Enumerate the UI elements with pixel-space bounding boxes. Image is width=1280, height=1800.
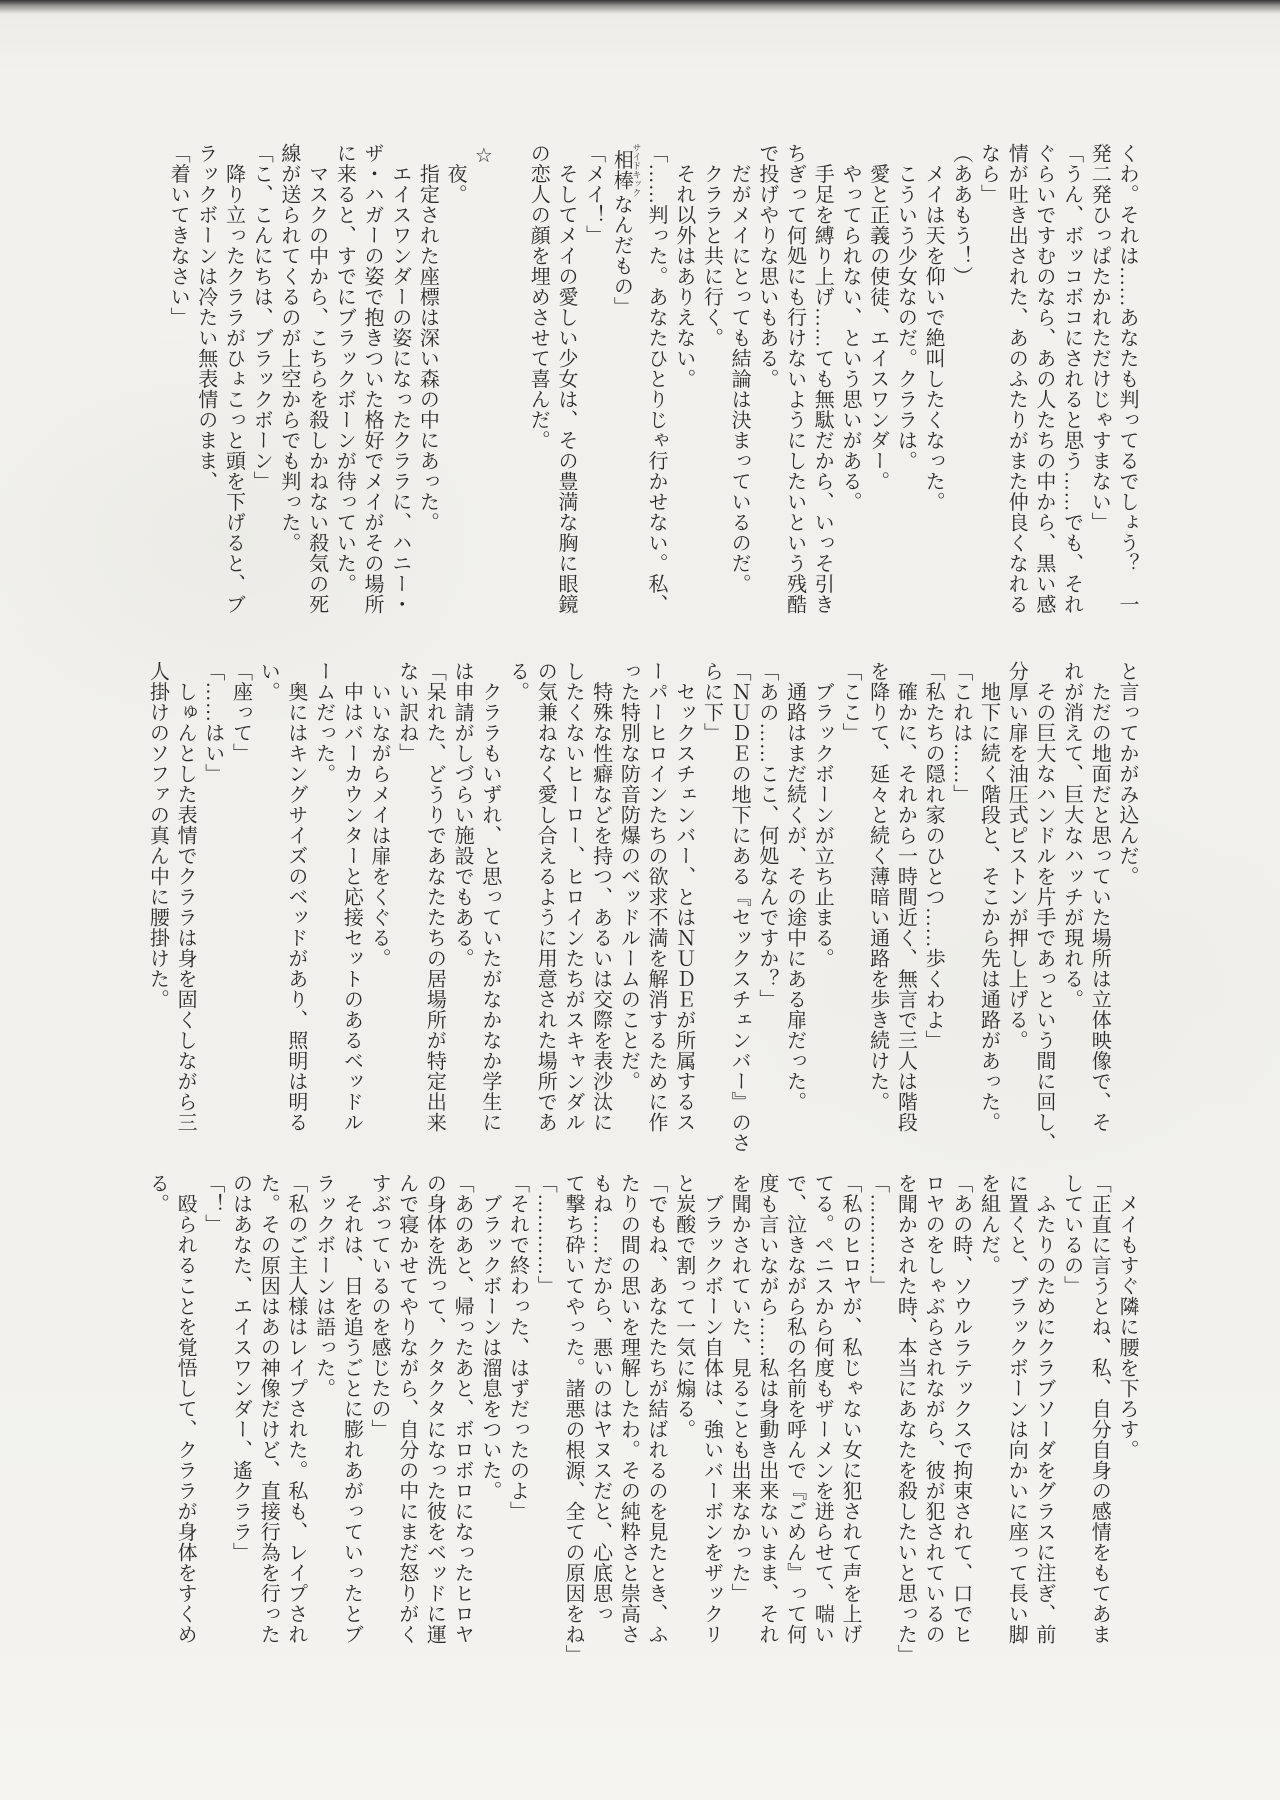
text-column: 夜。 [444, 143, 467, 205]
text-column: 愛と正義の使徒、エイスワンダー。 [866, 143, 889, 492]
text-column: こういう少女なのだ。クララは。 [894, 143, 917, 471]
text-column: （ああもう！） [949, 143, 972, 287]
text-column: クララもいずれ、と思っていたがなかなか学生に [478, 661, 501, 1133]
text-column: で、泣きながら私の名前を呼んで『ごめん』って何 [783, 1173, 806, 1645]
text-column: 発二発ひっぱたかれただけじゃすまない」 [1088, 143, 1111, 533]
text-column: ない訳ね」 [395, 661, 418, 764]
text-column: すぶっているのを感じたの」 [368, 1173, 391, 1440]
text-column: 「ＮＵＤＥの地下にある『セックスチェンバー』のさ [728, 661, 751, 1153]
text-column: 手足を縛り上げ……ても無駄だから、いっそ引き [811, 143, 834, 615]
text-column: ブラックボーンが立ち止まる。 [811, 661, 834, 969]
text-column: それ以外はありえない。 [672, 143, 695, 389]
text-column: そしてメイの愛しい少女は、その豊満な胸に眼鏡 [554, 143, 577, 615]
text-column: したくないヒーロー、ヒロインたちがスキャンダル [561, 661, 584, 1133]
text-column: だがメイにとっても結論は決まっているのだ。 [728, 143, 751, 594]
text-column: 「正直に言うとね、私、自分自身の感情をもてあま [1088, 1173, 1111, 1645]
text-column: った特別な防音防爆のベッドルームのことだ。 [617, 661, 640, 1092]
text-column: 「ここ」 [838, 661, 861, 743]
text-column: 中はバーカウンターと応接セットのあるベッドル [340, 661, 363, 1133]
text-column: に置くと、ブラックボーンは向かいに座って長い脚 [1005, 1173, 1028, 1645]
text-column: た。その原因はあの神像だけど、直接行為を行った [257, 1173, 280, 1645]
text-column: ロヤのをしゃぶらされながら、彼が犯されているの [922, 1173, 945, 1645]
text-column: 「メイ！」 [582, 143, 605, 246]
text-column: 「…………」 [534, 1173, 557, 1296]
text-column: マスクの中から、こちらを殺しかねない殺気の死 [305, 143, 328, 615]
text-column: 「でもね、あなたたちが結ばれるのを見たとき、ふ [645, 1173, 668, 1645]
text-column: のはあなた、エイスワンダー、遙クララ」 [229, 1173, 252, 1563]
text-column: セックスチェンバー、とはＮＵＤＥが所属するス [672, 661, 695, 1133]
text-column: ちぎって何処にも行けないようにしたいという残酷 [783, 143, 806, 615]
text-column: 「私のヒロヤが、私じゃない女に犯されて声を上げ [838, 1173, 861, 1645]
text-column: 「…………」 [866, 1173, 889, 1296]
text-column: メイは天を仰いで絶叫したくなった。 [922, 143, 945, 512]
text-column: に来ると、すでにブラックボーンが待っていた。 [333, 143, 356, 594]
text-column: で投げやりな思いもある。 [755, 143, 778, 389]
text-column: 通路はまだ続くが、その途中にある扉だった。 [783, 661, 806, 1112]
text-column: 確かに、それから一時間近く、無言で三人は階段 [894, 661, 917, 1133]
text-column: らに下」 [700, 661, 723, 743]
text-column: を組んだ。 [977, 1173, 1000, 1276]
text-column: 「私たちの隠れ家のひとつ……歩くわよ」 [922, 661, 945, 1051]
text-band-bottom [143, 1173, 1140, 1665]
text-column: 「着いてきなさい」 [167, 143, 190, 328]
text-column: の恋人の顔を埋めさせて喜んだ。 [527, 143, 550, 451]
text-column: それは、日を追うごとに膨れあがっていったとブ [340, 1173, 363, 1645]
text-column: メイもすぐ隣に腰を下ろす。 [1116, 1173, 1138, 1460]
text-column: 奥にはキングサイズのベッドがあり、照明は明る [284, 661, 307, 1133]
text-column: その巨大なハンドルを片手であっという間に回し、 [1032, 661, 1055, 1153]
text-column: 「！」 [201, 1173, 224, 1235]
text-column: い。 [257, 661, 280, 702]
text-column: 情が吐き出された、あのふたりがまた仲良くなれる [1005, 143, 1028, 615]
text-column: 分厚い扉を油圧式ピストンが押し上げる。 [1005, 661, 1028, 1051]
text-column: 「うん、ボッコボコにされると思う……でも、それ [1060, 143, 1083, 615]
text-column: ブラックボーン自体は、強いバーボンをザックリ [700, 1173, 723, 1645]
text-column: ぐらいですむのなら、あの人たちの中から、黒い感 [1032, 143, 1055, 615]
text-band-middle [143, 661, 1140, 1153]
text-column: ザ・ハガーの姿で抱きついた格好でメイがその場所 [361, 143, 384, 615]
text-column: んで寝かせてやりながら、自分の中にまだ怒りがく [395, 1173, 418, 1645]
text-column: なら」 [977, 143, 1000, 205]
text-column: ラックボーンは冷たい無表情のまま、 [194, 143, 217, 492]
text-column: の気兼ねなく愛し合えるように用意された場所であ [534, 661, 557, 1133]
text-column: 「あの時、ソウルラテックスで拘束されて、口でヒ [949, 1173, 972, 1645]
text-column: は申請がしづらい施設でもある。 [451, 661, 474, 969]
text-column: ラックボーンは語った。 [312, 1173, 335, 1399]
text-column: の身体を洗って、クタクタになった彼をベッドに運 [423, 1173, 446, 1645]
text-column: エイスワンダーの姿になったクララに、ハニー・ [388, 143, 411, 615]
text-column: 「座って」 [229, 661, 252, 764]
text-column: ☆ [471, 143, 494, 168]
text-column: を聞かされていた、見ることも出来なかった」 [728, 1173, 751, 1604]
text-column: 線が送られてくるのが上空からでも判った。 [277, 143, 300, 553]
text-column: 人掛けのソファの真ん中に腰掛けた。 [146, 661, 169, 1010]
text-column: ブラックボーンは溜息をついた。 [478, 1173, 501, 1501]
text-column: 「呆れた、どうりであなたたちの居場所が特定出来 [423, 661, 446, 1133]
text-column: しゅんとした表情でクララは身を固くしながら三 [174, 661, 197, 1133]
text-column: 「……判った。あなたひとりじゃ行かせない。私、 [645, 143, 668, 615]
text-column: もね……だから、悪いのはヤヌスだと、心底思っ [589, 1173, 612, 1624]
text-column: る。 [146, 1173, 169, 1214]
text-column: 「こ、こんにちは、ブラックボーン」 [250, 143, 273, 492]
text-column: しているの」 [1060, 1173, 1083, 1296]
text-column: て撃ち砕いてやった。諸悪の根源、全ての原因をね」 [561, 1173, 584, 1665]
text-column: 「あの……ここ、何処なんですか？」 [755, 661, 778, 1010]
text-column: 相棒 サイドキックなんだもの」 [610, 143, 642, 317]
text-band-top [163, 143, 1140, 615]
text-column: を聞かされた時、本当にあなたを殺したいと思った」 [894, 1173, 917, 1665]
text-column: を降りて、延々と続く薄暗い通路を歩き続けた。 [866, 661, 889, 1112]
text-column: 「あのあと、帰ったあと、ボロボロになったヒロヤ [451, 1173, 474, 1645]
text-column: 「これは……」 [949, 661, 972, 805]
text-column: ただの地面だと思っていた場所は立体映像で、そ [1088, 661, 1111, 1133]
text-column: 特殊な性癖などを持つ、あるいは交際を表沙汰に [589, 661, 612, 1133]
text-column: 殴られることを覚悟して、クララが身体をすくめ [174, 1173, 197, 1645]
text-column: てる。ペニスから何度もザーメンを迸らせて、喘い [811, 1173, 834, 1645]
text-column: 降り立ったクララがひょこっと頭を下げると、ブ [222, 143, 245, 615]
text-column: 「……はい」 [201, 661, 224, 784]
text-column: ふたりのためにクラブソーダをグラスに注ぎ、前 [1032, 1173, 1055, 1645]
text-column: ーパーヒロインたちの欲求不満を解消するために作 [645, 661, 668, 1133]
text-column: やってられない、という思いがある。 [838, 143, 861, 512]
text-column: 度も言いながら……私は身動き出来ないまま、それ [755, 1173, 778, 1645]
text-column: ームだった。 [312, 661, 335, 784]
text-column: クララと共に行く。 [700, 143, 723, 348]
text-column: くわ。それは……あなたも判ってるでしょう？ 一 [1116, 143, 1138, 615]
text-column: 「それで終わった、はずだったのよ」 [506, 1173, 529, 1522]
text-column: たりの間の思いを理解したわ。その純粋さと崇高さ [617, 1173, 640, 1645]
text-column: 「私のご主人様はレイプされた。私も、レイプされ [284, 1173, 307, 1645]
text-column: と言ってかがみ込んだ。 [1116, 661, 1138, 887]
text-column: いいながらメイは扉をくぐる。 [368, 661, 391, 969]
text-column: と炭酸で割って一気に煽る。 [672, 1173, 695, 1440]
text-column: る。 [506, 661, 529, 702]
text-column: 地下に続く階段と、そこから先は通路があった。 [977, 661, 1000, 1133]
text-column: れが消えて、巨大なハッチが現れる。 [1060, 661, 1083, 1010]
text-column: 指定された座標は深い森の中にあった。 [416, 143, 439, 533]
scan-dark-edge [0, 0, 1280, 14]
